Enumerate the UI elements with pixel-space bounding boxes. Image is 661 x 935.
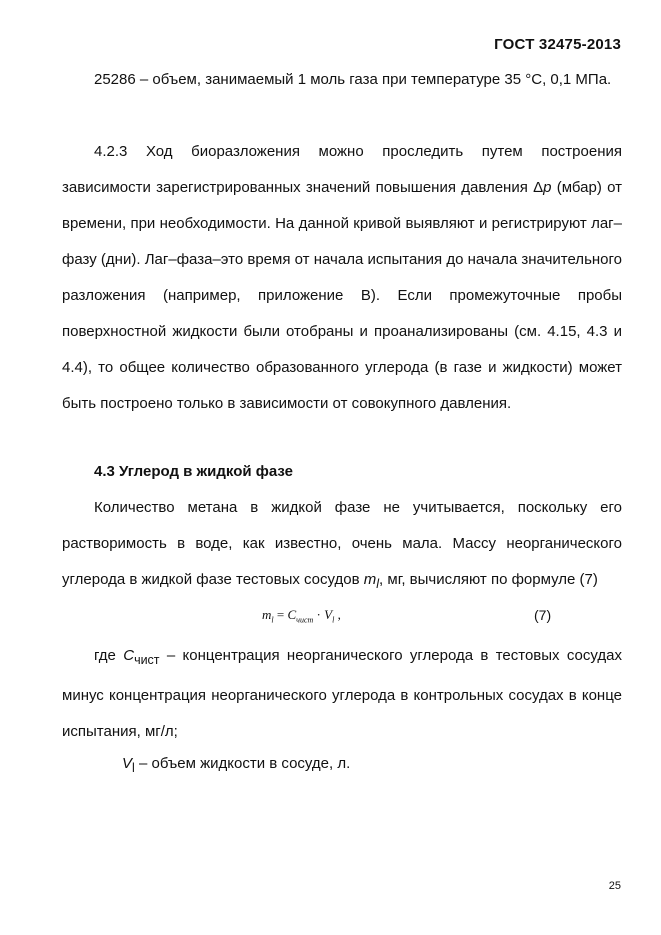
text-segment: – концентрация неорганического углерода в тестовых сосудах минус концентрация неорганического углерода в контрольных сосудах в конце испытания, мг/л;	[62, 647, 622, 740]
variable-c: С	[123, 647, 135, 664]
formula-7	[0, 600, 661, 634]
variable-m	[363, 571, 380, 591]
document-code-header: ГОСТ 32475-2013	[494, 36, 621, 53]
formula-v: V	[324, 607, 333, 622]
variable-v-subscript: l	[132, 761, 135, 775]
section-heading-4-3	[62, 454, 622, 490]
formula-v-sub: l	[332, 615, 335, 625]
variable-c-subscript: чист	[134, 653, 160, 667]
text-segment: (мбар) от времени, при необходимости. На данной кривой выявляют и регистрируют лаг–фазу (дни). Лаг–фаза–это время от начала испытания до начала значительного разложения (например, приложение В). Если промежуточные пробы поверхностной жидкости были отобраны и проанализированы (см. 4.15, 4.3 и 4.4), то общее количество образованного углерода (в газе и жидкости) может быть построено только в зависимости от совокупного давления.	[62, 179, 622, 412]
paragraph-text: 25286 – объем, занимаемый 1 моль газа при температуре 35 °С, 0,1 МПа.	[94, 71, 612, 88]
formula-c: C	[287, 607, 297, 622]
paragraph-where-v	[122, 746, 622, 786]
paragraph-text	[62, 134, 622, 422]
text-segment: 4.2.3 Ход биоразложения можно проследить путем построения зависимости зарегистрированных значений повышения давления Δ	[62, 143, 622, 196]
page-number: 25	[608, 880, 621, 892]
text-segment: Количество метана в жидкой фазе не учитывается, поскольку его растворимость в воде, как известно, очень мала. Массу неорганического углерода в жидкой фазе тестовых сосудов	[62, 499, 622, 588]
paragraph-gas-volume	[62, 62, 622, 98]
formula-m-sub: l	[271, 615, 274, 625]
paragraph-liquid-phase	[62, 490, 622, 602]
variable-symbol: m	[363, 571, 377, 588]
variable-v: V	[122, 755, 133, 772]
formula-expression	[262, 607, 341, 625]
formula-equals: =	[273, 607, 288, 622]
formula-dot: ·	[313, 607, 325, 622]
paragraph-where-c	[62, 638, 622, 750]
formula-m: m	[262, 607, 272, 622]
formula-number: (7)	[534, 607, 552, 623]
formula-c-sub: чист	[296, 615, 314, 625]
heading-text: 4.3 Углерод в жидкой фазе	[94, 463, 294, 480]
paragraph-text	[122, 746, 622, 786]
paragraph-4-2-3	[62, 134, 622, 422]
text-segment: – объем жидкости в сосуде, л.	[134, 755, 351, 772]
paragraph-text	[62, 490, 622, 602]
variable-p: p	[543, 179, 552, 196]
text-segment: где	[94, 647, 124, 664]
paragraph-text	[62, 638, 622, 750]
formula-tail: ,	[334, 607, 341, 622]
variable-subscript: l	[376, 577, 380, 591]
text-segment: , мг, вычисляют по формуле (7)	[379, 571, 598, 588]
